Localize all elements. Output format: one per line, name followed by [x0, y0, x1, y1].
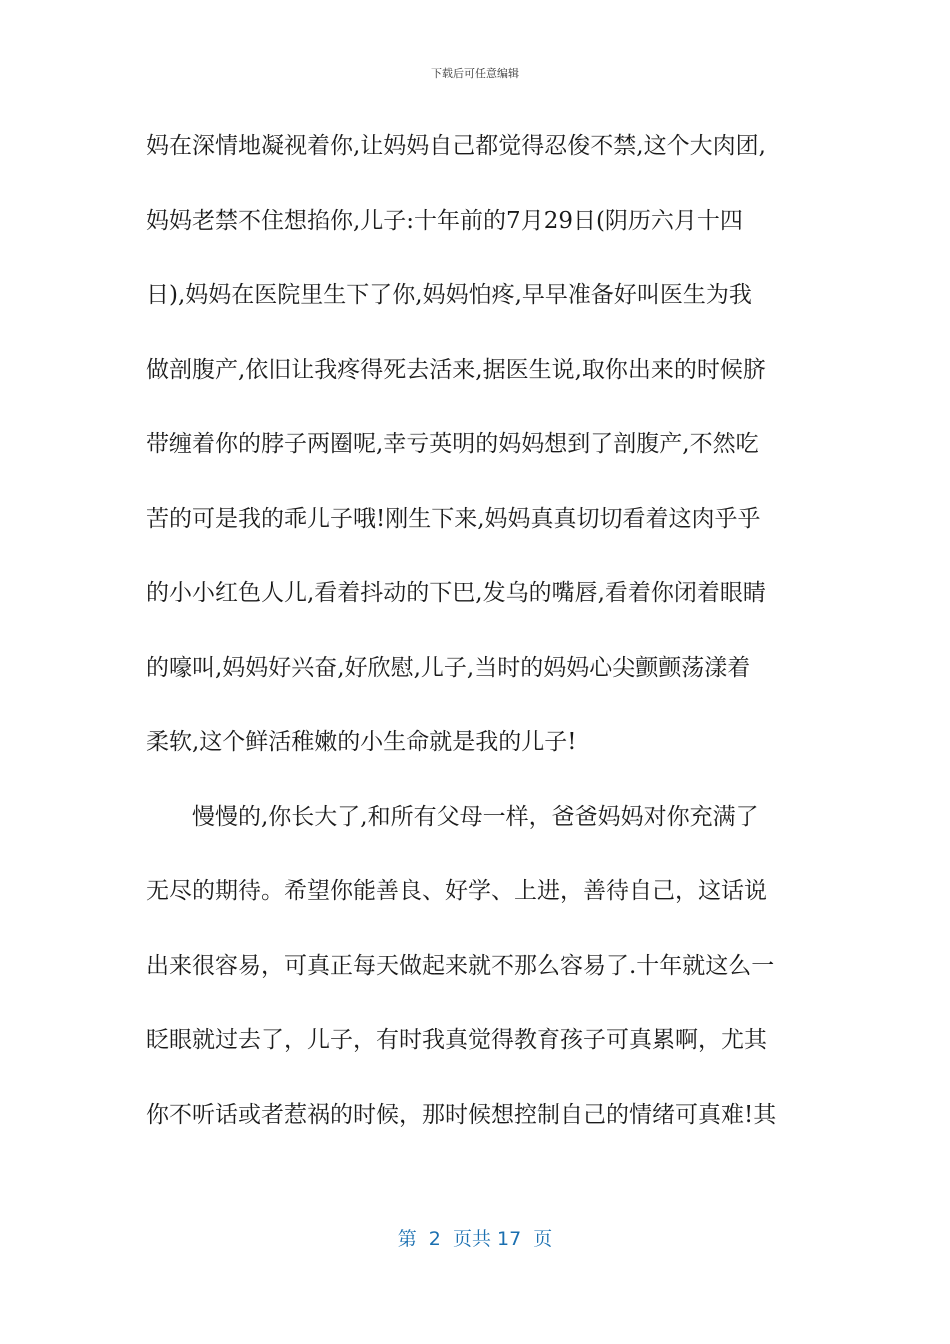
text-line: 眨眼就过去了，儿子，有时我真觉得教育孩子可真累啊，尤其: [146, 1027, 767, 1053]
text-line: 带缠着你的脖子两圈呢,幸亏英明的妈妈想到了剖腹产,不然吃: [146, 431, 759, 457]
page-number-footer: 第 2 页共 17 页: [397, 1228, 553, 1250]
text-line: 妈在深情地凝视着你,让妈妈自己都觉得忍俊不禁,这个大肉团,: [146, 133, 766, 159]
text-line: 做剖腹产,依旧让我疼得死去活来,据医生说,取你出来的时候脐: [146, 356, 766, 383]
text-line: 出来很容易，可真正每天做起来就不那么容易了.十年就这么一: [146, 952, 775, 979]
text-line: 的嚎叫,妈妈好兴奋,好欣慰,儿子,当时的妈妈心尖颤颤荡漾着: [146, 654, 751, 681]
text-line: 日),妈妈在医院里生下了你,妈妈怕疼,早早准备好叫医生为我: [146, 282, 752, 308]
page-header: 下载后可任意编辑: [431, 67, 519, 80]
text-line: 苦的可是我的乖儿子哦!刚生下来,妈妈真真切切看着这肉乎乎: [146, 505, 761, 532]
text-line: 柔软,这个鲜活稚嫩的小生命就是我的儿子!: [146, 729, 577, 755]
text-line-paragraph-start: 慢慢的,你长大了,和所有父母一样，爸爸妈妈对你充满了: [192, 803, 759, 830]
body-text: [146, 126, 806, 1169]
text-line: 的小小红色人儿,看着抖动的下巴,发乌的嘴唇,看着你闭着眼睛: [146, 580, 766, 606]
text-line: 你不听话或者惹祸的时候，那时候想控制自己的情绪可真难!其: [146, 1101, 777, 1128]
text-line: 无尽的期待。希望你能善良、好学、上进，善待自己，这话说: [146, 878, 767, 904]
text-line: 妈妈老禁不住想掐你,儿子:十年前的7月29日(阴历六月十四: [146, 207, 743, 234]
